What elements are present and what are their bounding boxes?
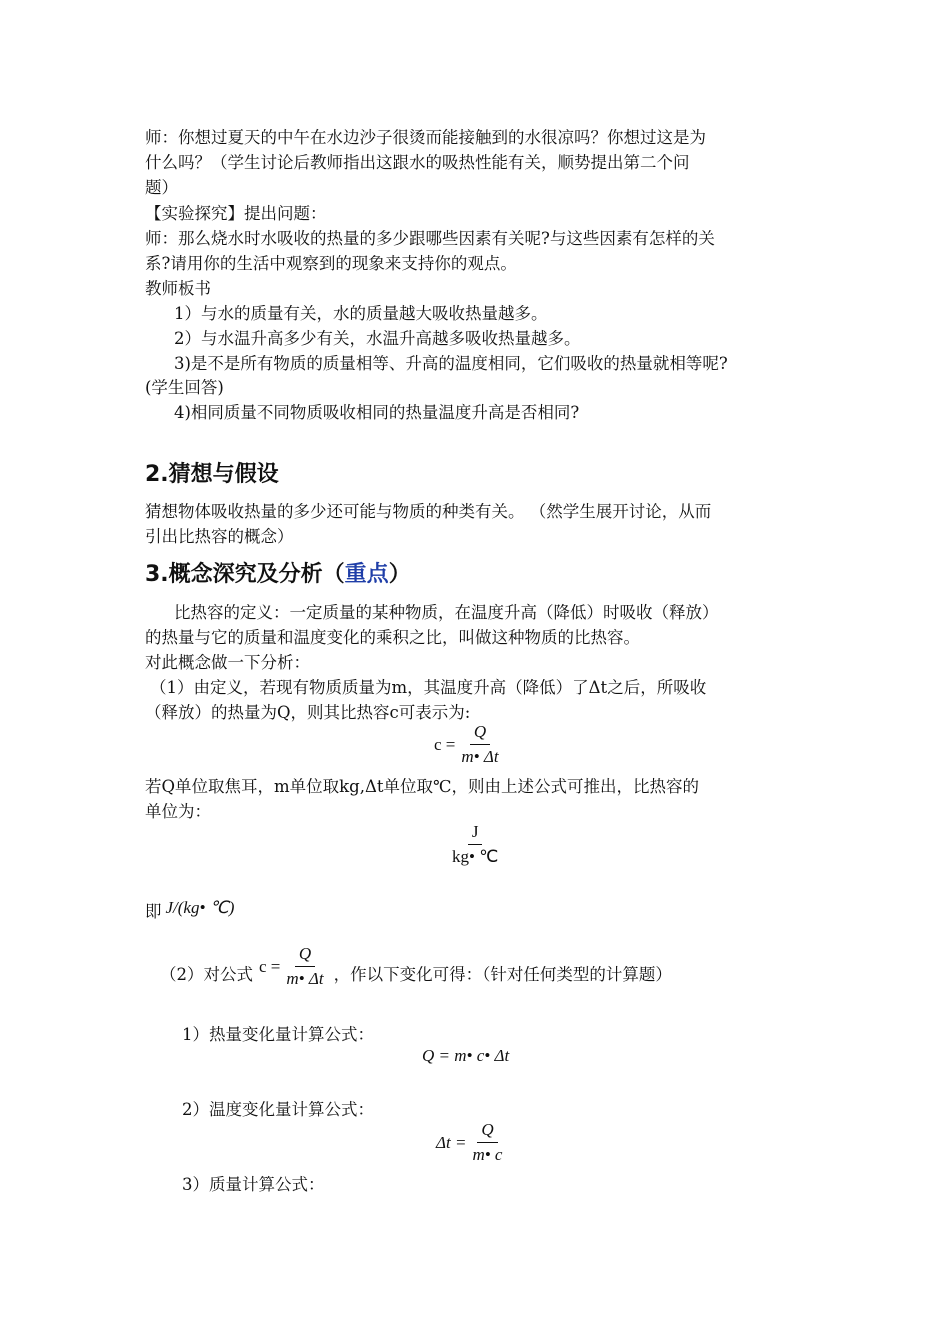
- fraction: [448, 822, 502, 867]
- section-2-heading: 2.猜想与假设: [145, 462, 279, 487]
- analysis-intro: 对此概念做一下分析：: [145, 653, 310, 672]
- unit-inline-line: [145, 900, 815, 924]
- c-equals: c =: [259, 956, 281, 976]
- numerator: Q: [477, 1120, 497, 1143]
- board-label: 教师板书: [145, 279, 211, 298]
- formula-3-label: 3）质量计算公式：: [182, 1175, 325, 1194]
- board-item-2: 2）与水温升高多少有关，水温升高越多吸收热量越多。: [174, 329, 581, 348]
- intro-line-3: 题）: [145, 178, 178, 197]
- definition-line-1: 比热容的定义：一定质量的某种物质，在温度升高（降低）时吸收（释放）: [174, 603, 719, 622]
- definition-line-2: 的热量与它的质量和温度变化的乘积之比，叫做这种物质的比热容。: [145, 628, 640, 647]
- formula-1-label: 1）热量变化量计算公式：: [182, 1025, 374, 1044]
- key-point-highlight: 重点: [344, 562, 389, 587]
- analysis-2-line: [160, 944, 830, 989]
- fraction: [468, 1120, 506, 1165]
- heading-end-text: ）: [388, 562, 411, 587]
- fraction: [457, 722, 502, 767]
- unit-line-1: 若Q单位取焦耳，m单位取kg,Δt单位取℃，则由上述公式可推出，比热容的: [145, 777, 699, 796]
- temperature-change-formula: [436, 1120, 506, 1165]
- denominator: kg• ℃: [452, 847, 499, 866]
- analysis-1-line-1: （1）由定义，若现有物质质量为m，其温度升高（降低）了Δt之后，所吸收: [150, 678, 707, 697]
- ji-text: 即: [145, 902, 162, 921]
- unit-fraction: [448, 822, 502, 867]
- experiment-heading: 【实验探究】提出问题：: [145, 204, 327, 223]
- unit-line-2: 单位为：: [145, 802, 211, 821]
- intro-line-2: 什么吗？（学生讨论后教师指出这跟水的吸热性能有关，顺势提出第二个问: [145, 153, 690, 172]
- numerator: Q: [295, 944, 315, 967]
- analysis-2-suffix: ，作以下变化可得：（针对任何类型的计算题）: [333, 965, 672, 984]
- inline-formula: [259, 944, 328, 989]
- formula-2-label: 2）温度变化量计算公式：: [182, 1100, 374, 1119]
- section-2-text-2: 引出比热容的概念）: [145, 527, 294, 546]
- board-item-4: 4)相同质量不同物质吸收相同的热量温度升高是否相同?: [174, 403, 580, 422]
- c-equals: c =: [434, 734, 456, 754]
- board-item-3: 3)是不是所有物质的质量相等、升高的温度相同，它们吸收的热量就相等呢?: [174, 354, 728, 373]
- question-line-2: 系?请用你的生活中观察到的现象来支持你的观点。: [145, 254, 517, 273]
- denominator: m• c: [472, 1145, 503, 1164]
- board-item-1: 1）与水的质量有关，水的质量越大吸收热量越多。: [174, 304, 548, 323]
- heat-formula: Q = m• c• Δt: [422, 1046, 510, 1065]
- board-item-3-note: (学生回答): [145, 378, 224, 397]
- denominator: m• Δt: [461, 747, 499, 766]
- denominator: m• Δt: [286, 969, 324, 988]
- intro-line-1: 师：你想过夏天的中午在水边沙子很烫而能接触到的水很凉吗？你想过这是为: [145, 128, 706, 147]
- section-3-heading: [145, 560, 411, 590]
- dt-equals: Δt =: [436, 1132, 467, 1152]
- question-line-1: 师：那么烧水时水吸收的热量的多少跟哪些因素有关呢?与这些因素有怎样的关: [145, 229, 715, 248]
- specific-heat-formula: [434, 722, 503, 767]
- numerator: Q: [470, 722, 490, 745]
- fraction: [282, 944, 327, 989]
- unit-inline: J/(kg• ℃): [165, 898, 235, 917]
- section-2-text-1: 猜想物体吸收热量的多少还可能与物质的种类有关。 （然学生展开讨论，从而: [145, 502, 712, 521]
- heading-main-text: 3.概念深究及分析（: [145, 562, 345, 587]
- numerator: J: [468, 822, 483, 845]
- analysis-1-line-2: （释放）的热量为Q，则其比热容c可表示为:: [145, 703, 471, 722]
- analysis-2-prefix: （2）对公式: [160, 965, 253, 984]
